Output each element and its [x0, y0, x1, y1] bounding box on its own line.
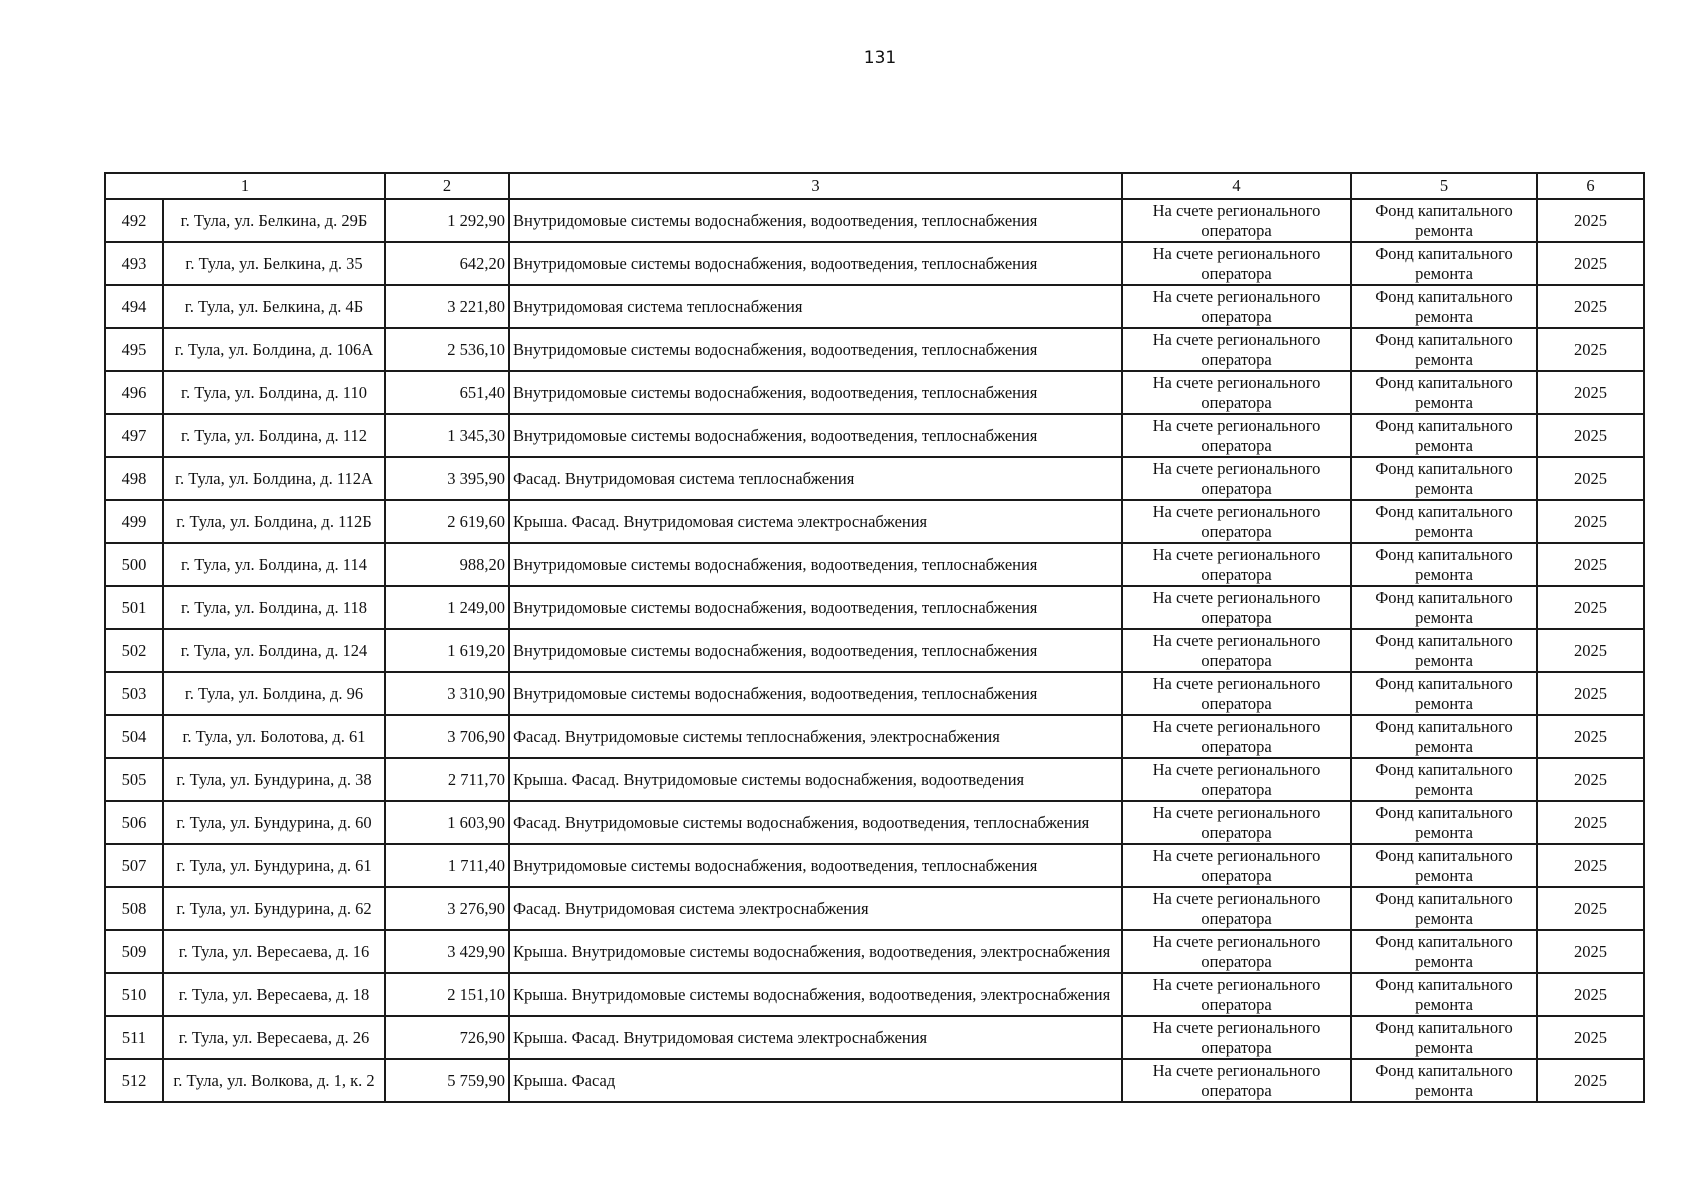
table-row	[105, 586, 1644, 629]
table-row	[105, 629, 1644, 672]
row-number: 500	[105, 543, 163, 586]
fund-account: На счете регионального оператора	[1122, 414, 1351, 457]
funding-source: Фонд капитального ремонта	[1351, 801, 1537, 844]
work-types: Фасад. Внутридомовая система электроснабжения	[509, 887, 1122, 930]
works-table	[104, 172, 1645, 1103]
house-area: 1 619,20	[385, 629, 509, 672]
house-address: г. Тула, ул. Белкина, д. 35	[163, 242, 385, 285]
table-body	[105, 199, 1644, 1102]
work-types: Фасад. Внутридомовые системы теплоснабжения, электроснабжения	[509, 715, 1122, 758]
planned-year: 2025	[1537, 242, 1644, 285]
fund-account: На счете регионального оператора	[1122, 1059, 1351, 1102]
table-row	[105, 887, 1644, 930]
work-types: Крыша. Внутридомовые системы водоснабжения, водоотведения, электроснабжения	[509, 930, 1122, 973]
row-number: 509	[105, 930, 163, 973]
work-types: Внутридомовые системы водоснабжения, водоотведения, теплоснабжения	[509, 629, 1122, 672]
house-address: г. Тула, ул. Бундурина, д. 38	[163, 758, 385, 801]
funding-source: Фонд капитального ремонта	[1351, 672, 1537, 715]
planned-year: 2025	[1537, 801, 1644, 844]
work-types: Крыша. Внутридомовые системы водоснабжения, водоотведения, электроснабжения	[509, 973, 1122, 1016]
row-number: 510	[105, 973, 163, 1016]
row-number: 495	[105, 328, 163, 371]
house-address: г. Тула, ул. Болдина, д. 96	[163, 672, 385, 715]
funding-source: Фонд капитального ремонта	[1351, 414, 1537, 457]
column-number-row	[105, 173, 1644, 199]
planned-year: 2025	[1537, 457, 1644, 500]
table-row	[105, 457, 1644, 500]
row-number: 499	[105, 500, 163, 543]
house-address: г. Тула, ул. Болдина, д. 124	[163, 629, 385, 672]
house-area: 3 395,90	[385, 457, 509, 500]
work-types: Внутридомовые системы водоснабжения, водоотведения, теплоснабжения	[509, 371, 1122, 414]
table-row	[105, 758, 1644, 801]
row-number: 507	[105, 844, 163, 887]
funding-source: Фонд капитального ремонта	[1351, 543, 1537, 586]
house-address: г. Тула, ул. Болдина, д. 110	[163, 371, 385, 414]
house-address: г. Тула, ул. Белкина, д. 29Б	[163, 199, 385, 242]
fund-account: На счете регионального оператора	[1122, 285, 1351, 328]
house-area: 1 249,00	[385, 586, 509, 629]
funding-source: Фонд капитального ремонта	[1351, 1059, 1537, 1102]
table-row	[105, 715, 1644, 758]
fund-account: На счете регионального оператора	[1122, 1016, 1351, 1059]
work-types: Внутридомовые системы водоснабжения, водоотведения, теплоснабжения	[509, 414, 1122, 457]
row-number: 506	[105, 801, 163, 844]
funding-source: Фонд капитального ремонта	[1351, 629, 1537, 672]
fund-account: На счете регионального оператора	[1122, 758, 1351, 801]
planned-year: 2025	[1537, 930, 1644, 973]
page-number: 131	[863, 48, 897, 68]
planned-year: 2025	[1537, 586, 1644, 629]
table-row	[105, 371, 1644, 414]
house-address: г. Тула, ул. Болотова, д. 61	[163, 715, 385, 758]
work-types: Фасад. Внутридомовая система теплоснабжения	[509, 457, 1122, 500]
funding-source: Фонд капитального ремонта	[1351, 500, 1537, 543]
work-types: Крыша. Фасад. Внутридомовая система электроснабжения	[509, 500, 1122, 543]
house-address: г. Тула, ул. Вересаева, д. 16	[163, 930, 385, 973]
planned-year: 2025	[1537, 887, 1644, 930]
house-area: 651,40	[385, 371, 509, 414]
table-row	[105, 414, 1644, 457]
fund-account: На счете регионального оператора	[1122, 715, 1351, 758]
funding-source: Фонд капитального ремонта	[1351, 371, 1537, 414]
house-area: 3 706,90	[385, 715, 509, 758]
row-number: 498	[105, 457, 163, 500]
table-row	[105, 199, 1644, 242]
table-row	[105, 500, 1644, 543]
house-address: г. Тула, ул. Болдина, д. 112Б	[163, 500, 385, 543]
row-number: 512	[105, 1059, 163, 1102]
house-address: г. Тула, ул. Вересаева, д. 18	[163, 973, 385, 1016]
work-types: Крыша. Фасад. Внутридомовые системы водоснабжения, водоотведения	[509, 758, 1122, 801]
table-row	[105, 285, 1644, 328]
house-area: 2 151,10	[385, 973, 509, 1016]
house-address: г. Тула, ул. Вересаева, д. 26	[163, 1016, 385, 1059]
fund-account: На счете регионального оператора	[1122, 500, 1351, 543]
house-address: г. Тула, ул. Болдина, д. 114	[163, 543, 385, 586]
fund-account: На счете регионального оператора	[1122, 930, 1351, 973]
house-area: 3 221,80	[385, 285, 509, 328]
column-header-5: 5	[1351, 173, 1537, 199]
table-row	[105, 1059, 1644, 1102]
table-row	[105, 844, 1644, 887]
house-address: г. Тула, ул. Болдина, д. 118	[163, 586, 385, 629]
house-area: 3 429,90	[385, 930, 509, 973]
house-area: 1 711,40	[385, 844, 509, 887]
house-area: 2 536,10	[385, 328, 509, 371]
funding-source: Фонд капитального ремонта	[1351, 242, 1537, 285]
house-address: г. Тула, ул. Белкина, д. 4Б	[163, 285, 385, 328]
funding-source: Фонд капитального ремонта	[1351, 973, 1537, 1016]
work-types: Крыша. Фасад	[509, 1059, 1122, 1102]
row-number: 504	[105, 715, 163, 758]
planned-year: 2025	[1537, 1016, 1644, 1059]
work-types: Внутридомовые системы водоснабжения, водоотведения, теплоснабжения	[509, 672, 1122, 715]
funding-source: Фонд капитального ремонта	[1351, 285, 1537, 328]
planned-year: 2025	[1537, 371, 1644, 414]
house-area: 2 619,60	[385, 500, 509, 543]
planned-year: 2025	[1537, 500, 1644, 543]
planned-year: 2025	[1537, 672, 1644, 715]
work-types: Внутридомовые системы водоснабжения, водоотведения, теплоснабжения	[509, 844, 1122, 887]
funding-source: Фонд капитального ремонта	[1351, 887, 1537, 930]
row-number: 505	[105, 758, 163, 801]
planned-year: 2025	[1537, 543, 1644, 586]
work-types: Крыша. Фасад. Внутридомовая система электроснабжения	[509, 1016, 1122, 1059]
house-address: г. Тула, ул. Болдина, д. 112	[163, 414, 385, 457]
row-number: 493	[105, 242, 163, 285]
column-header-2: 2	[385, 173, 509, 199]
work-types: Фасад. Внутридомовые системы водоснабжения, водоотведения, теплоснабжения	[509, 801, 1122, 844]
fund-account: На счете регионального оператора	[1122, 844, 1351, 887]
funding-source: Фонд капитального ремонта	[1351, 1016, 1537, 1059]
work-types: Внутридомовая система теплоснабжения	[509, 285, 1122, 328]
fund-account: На счете регионального оператора	[1122, 801, 1351, 844]
planned-year: 2025	[1537, 1059, 1644, 1102]
funding-source: Фонд капитального ремонта	[1351, 930, 1537, 973]
house-area: 1 345,30	[385, 414, 509, 457]
row-number: 503	[105, 672, 163, 715]
house-area: 5 759,90	[385, 1059, 509, 1102]
house-address: г. Тула, ул. Волкова, д. 1, к. 2	[163, 1059, 385, 1102]
funding-source: Фонд капитального ремонта	[1351, 199, 1537, 242]
house-address: г. Тула, ул. Бундурина, д. 61	[163, 844, 385, 887]
row-number: 508	[105, 887, 163, 930]
table-row	[105, 543, 1644, 586]
planned-year: 2025	[1537, 285, 1644, 328]
row-number: 501	[105, 586, 163, 629]
row-number: 496	[105, 371, 163, 414]
fund-account: На счете регионального оператора	[1122, 672, 1351, 715]
work-types: Внутридомовые системы водоснабжения, водоотведения, теплоснабжения	[509, 242, 1122, 285]
table-row	[105, 801, 1644, 844]
row-number: 511	[105, 1016, 163, 1059]
house-area: 988,20	[385, 543, 509, 586]
house-area: 3 310,90	[385, 672, 509, 715]
fund-account: На счете регионального оператора	[1122, 242, 1351, 285]
work-types: Внутридомовые системы водоснабжения, водоотведения, теплоснабжения	[509, 543, 1122, 586]
house-address: г. Тула, ул. Болдина, д. 106А	[163, 328, 385, 371]
fund-account: На счете регионального оператора	[1122, 457, 1351, 500]
funding-source: Фонд капитального ремонта	[1351, 586, 1537, 629]
house-area: 726,90	[385, 1016, 509, 1059]
column-header-1: 1	[105, 173, 385, 199]
house-address: г. Тула, ул. Бундурина, д. 60	[163, 801, 385, 844]
table-row	[105, 328, 1644, 371]
planned-year: 2025	[1537, 199, 1644, 242]
column-header-6: 6	[1537, 173, 1644, 199]
table-row	[105, 242, 1644, 285]
house-address: г. Тула, ул. Болдина, д. 112А	[163, 457, 385, 500]
house-area: 3 276,90	[385, 887, 509, 930]
table-row	[105, 973, 1644, 1016]
fund-account: На счете регионального оператора	[1122, 887, 1351, 930]
planned-year: 2025	[1537, 629, 1644, 672]
funding-source: Фонд капитального ремонта	[1351, 844, 1537, 887]
fund-account: На счете регионального оператора	[1122, 543, 1351, 586]
work-types: Внутридомовые системы водоснабжения, водоотведения, теплоснабжения	[509, 328, 1122, 371]
house-area: 642,20	[385, 242, 509, 285]
funding-source: Фонд капитального ремонта	[1351, 457, 1537, 500]
fund-account: На счете регионального оператора	[1122, 629, 1351, 672]
table-row	[105, 930, 1644, 973]
row-number: 492	[105, 199, 163, 242]
work-types: Внутридомовые системы водоснабжения, водоотведения, теплоснабжения	[509, 586, 1122, 629]
planned-year: 2025	[1537, 758, 1644, 801]
funding-source: Фонд капитального ремонта	[1351, 758, 1537, 801]
fund-account: На счете регионального оператора	[1122, 586, 1351, 629]
planned-year: 2025	[1537, 973, 1644, 1016]
house-area: 1 292,90	[385, 199, 509, 242]
fund-account: На счете регионального оператора	[1122, 199, 1351, 242]
column-header-4: 4	[1122, 173, 1351, 199]
planned-year: 2025	[1537, 328, 1644, 371]
work-types: Внутридомовые системы водоснабжения, водоотведения, теплоснабжения	[509, 199, 1122, 242]
funding-source: Фонд капитального ремонта	[1351, 715, 1537, 758]
fund-account: На счете регионального оператора	[1122, 328, 1351, 371]
column-header-3: 3	[509, 173, 1122, 199]
house-area: 2 711,70	[385, 758, 509, 801]
row-number: 497	[105, 414, 163, 457]
row-number: 494	[105, 285, 163, 328]
house-address: г. Тула, ул. Бундурина, д. 62	[163, 887, 385, 930]
funding-source: Фонд капитального ремонта	[1351, 328, 1537, 371]
fund-account: На счете регионального оператора	[1122, 973, 1351, 1016]
table-row	[105, 1016, 1644, 1059]
planned-year: 2025	[1537, 715, 1644, 758]
planned-year: 2025	[1537, 414, 1644, 457]
table-row	[105, 672, 1644, 715]
planned-year: 2025	[1537, 844, 1644, 887]
fund-account: На счете регионального оператора	[1122, 371, 1351, 414]
house-area: 1 603,90	[385, 801, 509, 844]
row-number: 502	[105, 629, 163, 672]
